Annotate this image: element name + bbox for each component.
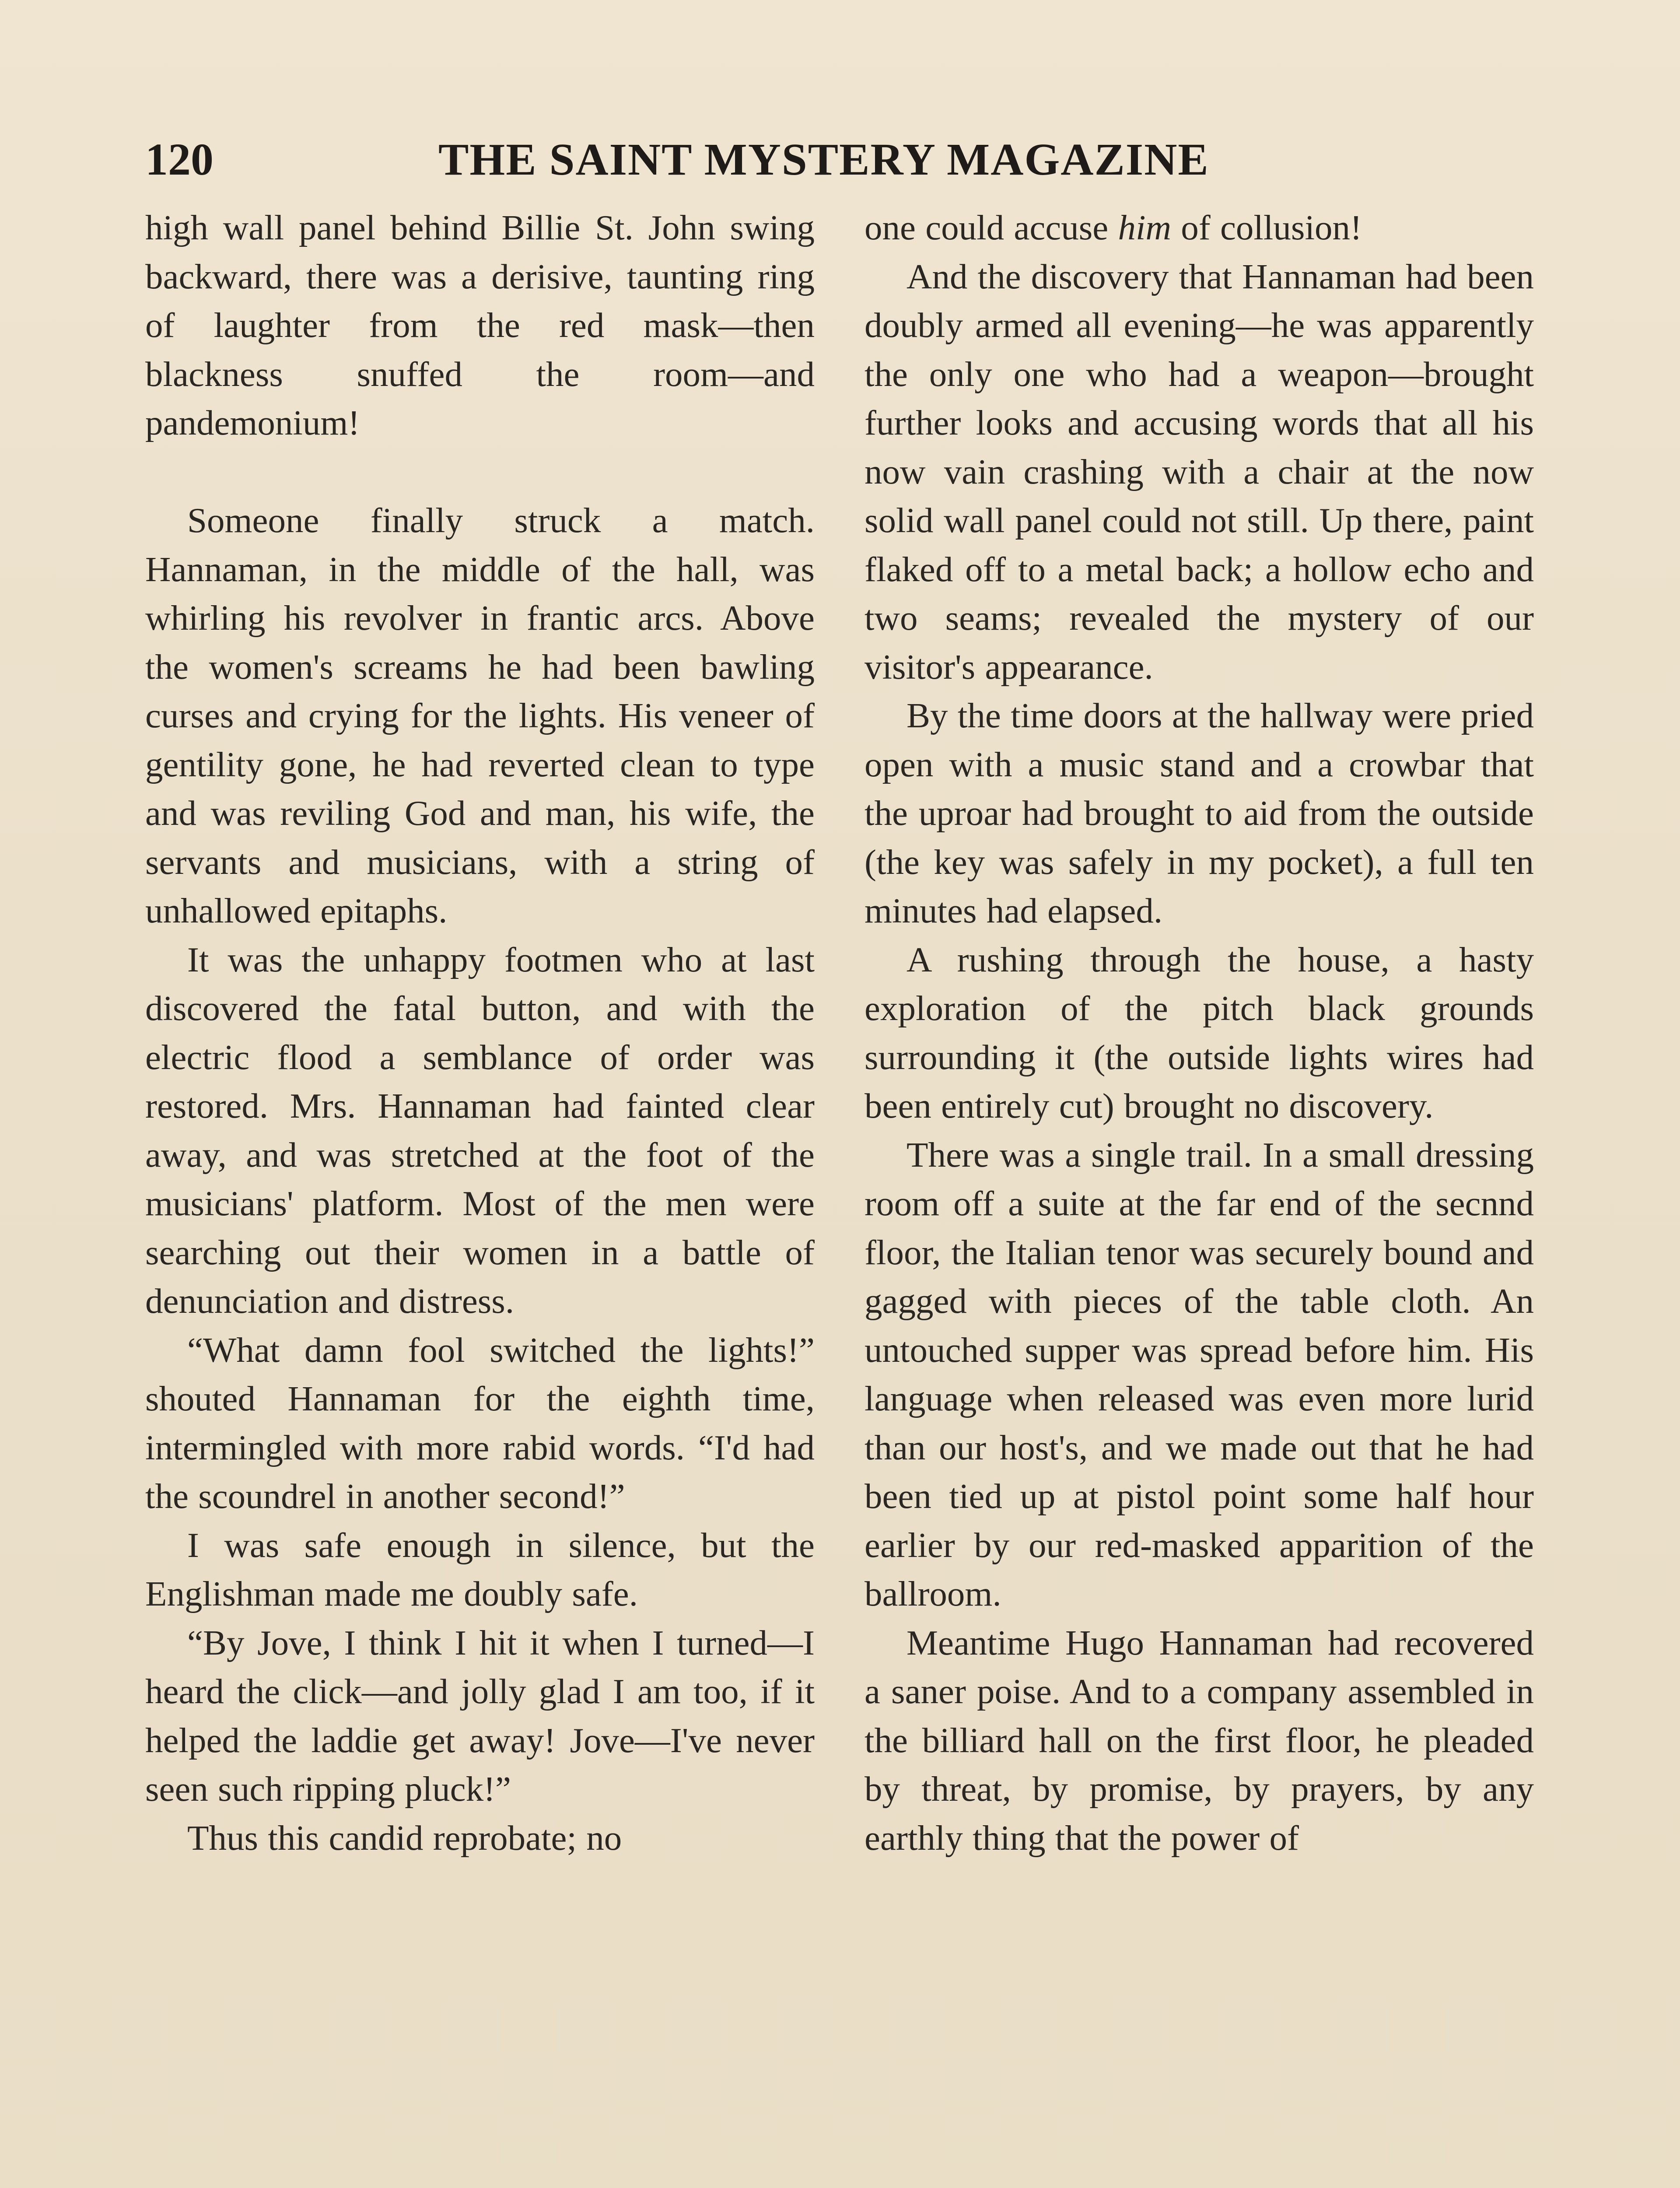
left-column <box>145 203 815 1862</box>
paragraph: There was a single trail. In a small dressing room off a suite at the far end of the secnnd floor, the Italian tenor was securely bound and gagged with pieces of the table cloth. An untouched supper was spread before him. His language when released was even more lurid than our host's, and we made out that he had been tied up at pistol point some half hour earlier by our red-masked apparition of the ballroom. <box>864 1135 1534 1613</box>
paragraph: Meantime Hugo Hannaman had recovered a saner poise. And to a company assembled in the billiard hall on the first floor, he pleaded by threat, by promise, by prayers, by any earthly thing that the power of <box>864 1623 1534 1858</box>
running-title: THE SAINT MYSTERY MAGAZINE <box>438 134 1209 185</box>
paragraph: And the discovery that Hannaman had been doubly armed all evening—he was apparently the only one who had a weapon—brought further looks and accusing words that all his now vain crashing with a chair at the now solid wall panel could not still. Up there, paint flaked off to a metal back; a hollow echo and two seams; revealed the mystery of our visitor's appearance. <box>864 256 1534 687</box>
paragraph: Someone finally struck a match. Hannaman, in the middle of the hall, was whirling his revolver in frantic arcs. Above the women's screams he had been bawling curses and crying for the lights. His veneer of gentility gone, he had reverted clean to type and was reviling God and man, his wife, the servants and musicians, with a string of unhallowed epitaphs. <box>145 501 815 930</box>
paragraph: “By Jove, I think I hit it when I turned—I heard the click—and jolly glad I am too, if it helped the laddie get away! Jove—I've never seen such ripping pluck!” <box>145 1623 815 1809</box>
page-number: 120 <box>145 134 214 185</box>
page-header <box>145 127 1235 193</box>
right-column <box>864 203 1534 1862</box>
paragraph: I was safe enough in silence, but the Englishman made me doubly safe. <box>145 1525 815 1613</box>
paragraph: high wall panel behind Billie St. John swing backward, there was a derisive, taunting ring of laughter from the red mask—then blackness snuffed the room—and pandemonium! <box>145 208 815 442</box>
continuation-text: one could accuse <box>864 208 1118 247</box>
emphasis-him: him <box>1118 208 1171 247</box>
paragraph: A rushing through the house, a hasty exploration of the pitch black grounds surrounding it (the outside lights wires had been entirely cut) brought no discovery. <box>864 940 1534 1126</box>
continuation-text: of collusion! <box>1171 208 1362 247</box>
paragraph: By the time doors at the hallway were pried open with a music stand and a crowbar that the uproar had brought to aid from the outside (the key was safely in my pocket), a full ten minutes had elapsed. <box>864 696 1534 930</box>
paragraph: Thus this candid reprobate; no <box>187 1818 622 1858</box>
paragraph-continuation <box>864 203 1534 252</box>
paragraph: “What damn fool switched the lights!” shouted Hannaman for the eighth time, intermingled with more rabid words. “I'd had the scoundrel in another second!” <box>145 1330 815 1516</box>
paragraph: It was the unhappy footmen who at last discovered the fatal button, and with the electric flood a semblance of order was restored. Mrs. Hannaman had fainted clear away, and was stretched at the foot of the musicians' platform. Most of the men were searching out their women in a battle of denunciation and distress. <box>145 940 815 1321</box>
